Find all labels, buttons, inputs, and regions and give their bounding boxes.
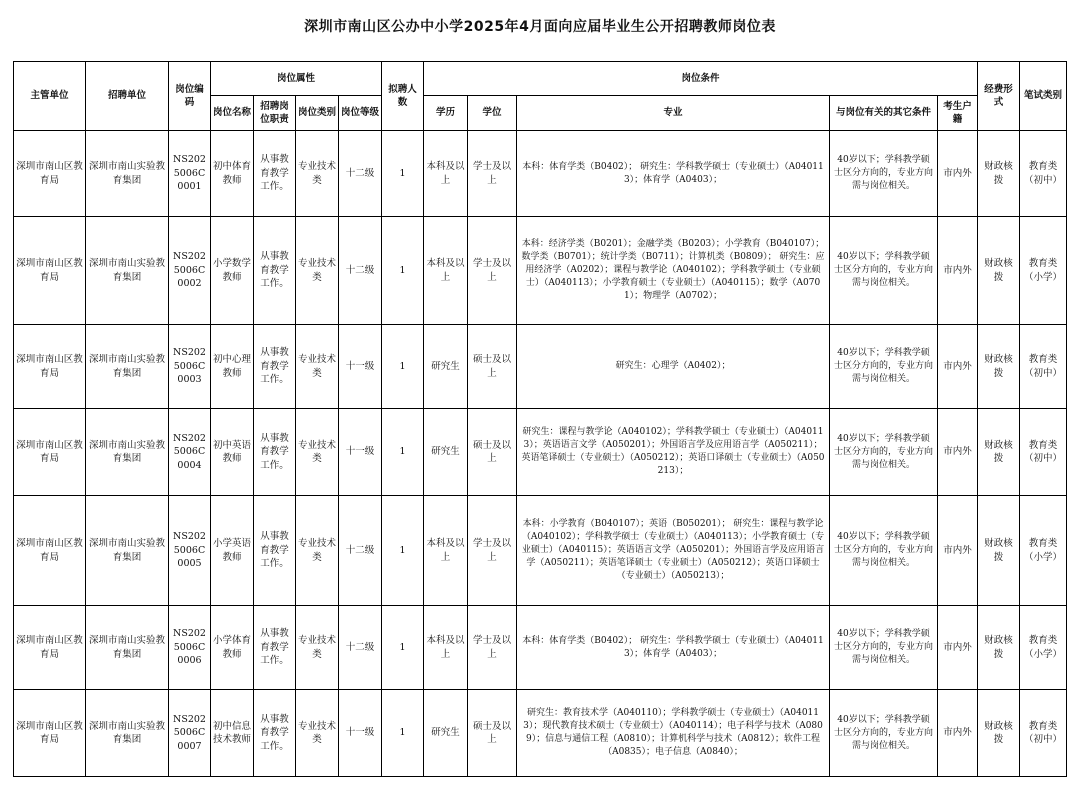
cell-pos-name: 初中英语教师 bbox=[211, 409, 254, 496]
cell-pos-name: 初中体育教师 bbox=[211, 131, 254, 217]
cell-authority: 深圳市南山区教育局 bbox=[14, 325, 86, 409]
cell-duty: 从事教育教学工作。 bbox=[254, 325, 296, 409]
cell-code: NS2025006C0001 bbox=[169, 131, 211, 217]
cell-residence: 市内外 bbox=[938, 690, 978, 777]
cell-degree: 学士及以上 bbox=[468, 496, 517, 606]
cell-education: 本科及以上 bbox=[424, 606, 468, 690]
cell-count: 1 bbox=[382, 325, 424, 409]
header-education: 学历 bbox=[424, 96, 468, 131]
cell-funding: 财政核拨 bbox=[978, 606, 1020, 690]
cell-exam: 教育类（初中） bbox=[1020, 690, 1067, 777]
cell-authority: 深圳市南山区教育局 bbox=[14, 690, 86, 777]
cell-degree: 学士及以上 bbox=[468, 606, 517, 690]
cell-major: 本科：体育学类（B0402）； 研究生：学科教学硕士（专业硕士）（A040113）；体育学（A0403）； bbox=[517, 606, 830, 690]
cell-funding: 财政核拨 bbox=[978, 131, 1020, 217]
table-row bbox=[14, 409, 1067, 496]
cell-employer: 深圳市南山实验教育集团 bbox=[86, 496, 169, 606]
cell-major: 研究生：课程与教学论（A040102）；学科教学硕士（专业硕士）（A040113）；英语语言文学（A050201）；外国语言学及应用语言学（A050211）；英语笔译硕士（专业硕士）（A050212）；英语口译硕士（专业硕士）（A050213）； bbox=[517, 409, 830, 496]
cell-level: 十二级 bbox=[339, 131, 382, 217]
cell-employer: 深圳市南山实验教育集团 bbox=[86, 217, 169, 325]
cell-category: 专业技术类 bbox=[296, 690, 339, 777]
cell-category: 专业技术类 bbox=[296, 131, 339, 217]
cell-other: 40岁以下；学科教学硕士区分方向的，专业方向需与岗位相关。 bbox=[830, 690, 938, 777]
header-pos-name: 岗位名称 bbox=[211, 96, 254, 131]
header-employer: 招聘单位 bbox=[86, 62, 169, 131]
cell-code: NS2025006C0004 bbox=[169, 409, 211, 496]
cell-education: 本科及以上 bbox=[424, 496, 468, 606]
cell-employer: 深圳市南山实验教育集团 bbox=[86, 409, 169, 496]
cell-count: 1 bbox=[382, 217, 424, 325]
cell-duty: 从事教育教学工作。 bbox=[254, 606, 296, 690]
header-cond-group: 岗位条件 bbox=[424, 62, 978, 96]
cell-employer: 深圳市南山实验教育集团 bbox=[86, 690, 169, 777]
cell-education: 研究生 bbox=[424, 325, 468, 409]
cell-other: 40岁以下；学科教学硕士区分方向的，专业方向需与岗位相关。 bbox=[830, 496, 938, 606]
table-row bbox=[14, 325, 1067, 409]
cell-count: 1 bbox=[382, 131, 424, 217]
header-other: 与岗位有关的其它条件 bbox=[830, 96, 938, 131]
cell-funding: 财政核拨 bbox=[978, 690, 1020, 777]
cell-other: 40岁以下；学科教学硕士区分方向的，专业方向需与岗位相关。 bbox=[830, 131, 938, 217]
cell-other: 40岁以下；学科教学硕士区分方向的，专业方向需与岗位相关。 bbox=[830, 409, 938, 496]
page-title: 深圳市南山区公办中小学2025年4月面向应届毕业生公开招聘教师岗位表 bbox=[304, 19, 776, 35]
cell-residence: 市内外 bbox=[938, 131, 978, 217]
header-code: 岗位编码 bbox=[169, 62, 211, 131]
cell-major: 本科：小学教育（B040107）；英语（B050201）； 研究生：课程与教学论（A040102）；学科教学硕士（专业硕士）（A040113）；小学教育硕士（专业硕士）（A040115）；英语语言文学（A050201）；外国语言学及应用语言学（A050211）；英语笔译硕士（专业硕士）（A050212）；英语口译硕士（专业硕士）（A050213）； bbox=[517, 496, 830, 606]
cell-count: 1 bbox=[382, 496, 424, 606]
cell-count: 1 bbox=[382, 409, 424, 496]
cell-count: 1 bbox=[382, 690, 424, 777]
table-row bbox=[14, 131, 1067, 217]
header-attr-group: 岗位属性 bbox=[211, 62, 382, 96]
header-duty: 招聘岗位职责 bbox=[254, 96, 296, 131]
cell-level: 十二级 bbox=[339, 606, 382, 690]
cell-education: 研究生 bbox=[424, 409, 468, 496]
cell-exam: 教育类（小学） bbox=[1020, 606, 1067, 690]
cell-degree: 学士及以上 bbox=[468, 131, 517, 217]
positions-table bbox=[13, 61, 1067, 777]
header-count: 拟聘人数 bbox=[382, 62, 424, 131]
cell-code: NS2025006C0007 bbox=[169, 690, 211, 777]
cell-exam: 教育类（初中） bbox=[1020, 131, 1067, 217]
cell-major: 本科：经济学类（B0201）；金融学类（B0203）；小学教育（B040107）；数学类（B0701）；统计学类（B0711）；计算机类（B0809）； 研究生：应用经济学（A0202）；课程与教学论（A040102）；学科教学硕士（专业硕士）（A040113）；小学教育硕士（专业硕士）（A040115）；数学（A0701）；物理学（A0702）； bbox=[517, 217, 830, 325]
cell-funding: 财政核拨 bbox=[978, 217, 1020, 325]
table-row bbox=[14, 217, 1067, 325]
cell-major: 研究生：教育技术学（A040110）；学科教学硕士（专业硕士）（A040113）；现代教育技术硕士（专业硕士）（A040114）；电子科学与技术（A0809）；信息与通信工程（A0810）；计算机科学与技术（A0812）；软件工程（A0835）；电子信息（A0840）； bbox=[517, 690, 830, 777]
table-row bbox=[14, 496, 1067, 606]
cell-duty: 从事教育教学工作。 bbox=[254, 496, 296, 606]
cell-code: NS2025006C0005 bbox=[169, 496, 211, 606]
cell-category: 专业技术类 bbox=[296, 217, 339, 325]
header-category: 岗位类别 bbox=[296, 96, 339, 131]
cell-exam: 教育类（初中） bbox=[1020, 325, 1067, 409]
cell-duty: 从事教育教学工作。 bbox=[254, 217, 296, 325]
cell-other: 40岁以下；学科教学硕士区分方向的，专业方向需与岗位相关。 bbox=[830, 606, 938, 690]
header-degree: 学位 bbox=[468, 96, 517, 131]
cell-duty: 从事教育教学工作。 bbox=[254, 131, 296, 217]
cell-residence: 市内外 bbox=[938, 496, 978, 606]
table-row bbox=[14, 606, 1067, 690]
cell-level: 十二级 bbox=[339, 496, 382, 606]
header-major: 专业 bbox=[517, 96, 830, 131]
header-level: 岗位等级 bbox=[339, 96, 382, 131]
cell-education: 本科及以上 bbox=[424, 217, 468, 325]
cell-duty: 从事教育教学工作。 bbox=[254, 690, 296, 777]
cell-degree: 硕士及以上 bbox=[468, 325, 517, 409]
cell-pos-name: 小学体育教师 bbox=[211, 606, 254, 690]
cell-degree: 学士及以上 bbox=[468, 217, 517, 325]
header-residence: 考生户籍 bbox=[938, 96, 978, 131]
cell-degree: 硕士及以上 bbox=[468, 409, 517, 496]
cell-category: 专业技术类 bbox=[296, 606, 339, 690]
header-authority: 主管单位 bbox=[14, 62, 86, 131]
cell-category: 专业技术类 bbox=[296, 409, 339, 496]
cell-code: NS2025006C0006 bbox=[169, 606, 211, 690]
cell-education: 本科及以上 bbox=[424, 131, 468, 217]
cell-funding: 财政核拨 bbox=[978, 325, 1020, 409]
cell-exam: 教育类（小学） bbox=[1020, 217, 1067, 325]
cell-other: 40岁以下；学科教学硕士区分方向的，专业方向需与岗位相关。 bbox=[830, 217, 938, 325]
header-row-1 bbox=[14, 62, 1067, 96]
cell-other: 40岁以下；学科教学硕士区分方向的，专业方向需与岗位相关。 bbox=[830, 325, 938, 409]
cell-authority: 深圳市南山区教育局 bbox=[14, 496, 86, 606]
cell-authority: 深圳市南山区教育局 bbox=[14, 606, 86, 690]
header-exam: 笔试类别 bbox=[1020, 62, 1067, 131]
cell-funding: 财政核拨 bbox=[978, 496, 1020, 606]
cell-residence: 市内外 bbox=[938, 606, 978, 690]
cell-pos-name: 小学数学教师 bbox=[211, 217, 254, 325]
cell-level: 十一级 bbox=[339, 325, 382, 409]
cell-exam: 教育类（小学） bbox=[1020, 496, 1067, 606]
cell-pos-name: 初中信息技术教师 bbox=[211, 690, 254, 777]
cell-level: 十一级 bbox=[339, 690, 382, 777]
table-row bbox=[14, 690, 1067, 777]
cell-residence: 市内外 bbox=[938, 325, 978, 409]
cell-funding: 财政核拨 bbox=[978, 409, 1020, 496]
cell-residence: 市内外 bbox=[938, 217, 978, 325]
cell-degree: 硕士及以上 bbox=[468, 690, 517, 777]
cell-employer: 深圳市南山实验教育集团 bbox=[86, 131, 169, 217]
cell-exam: 教育类（初中） bbox=[1020, 409, 1067, 496]
cell-major: 本科：体育学类（B0402）； 研究生：学科教学硕士（专业硕士）（A040113）；体育学（A0403）； bbox=[517, 131, 830, 217]
header-funding: 经费形式 bbox=[978, 62, 1020, 131]
cell-level: 十一级 bbox=[339, 409, 382, 496]
cell-code: NS2025006C0002 bbox=[169, 217, 211, 325]
cell-pos-name: 初中心理教师 bbox=[211, 325, 254, 409]
cell-count: 1 bbox=[382, 606, 424, 690]
cell-major: 研究生：心理学（A0402）； bbox=[517, 325, 830, 409]
cell-code: NS2025006C0003 bbox=[169, 325, 211, 409]
cell-category: 专业技术类 bbox=[296, 496, 339, 606]
cell-category: 专业技术类 bbox=[296, 325, 339, 409]
cell-level: 十二级 bbox=[339, 217, 382, 325]
cell-authority: 深圳市南山区教育局 bbox=[14, 131, 86, 217]
cell-employer: 深圳市南山实验教育集团 bbox=[86, 606, 169, 690]
cell-authority: 深圳市南山区教育局 bbox=[14, 217, 86, 325]
cell-residence: 市内外 bbox=[938, 409, 978, 496]
cell-authority: 深圳市南山区教育局 bbox=[14, 409, 86, 496]
cell-pos-name: 小学英语教师 bbox=[211, 496, 254, 606]
cell-education: 研究生 bbox=[424, 690, 468, 777]
cell-duty: 从事教育教学工作。 bbox=[254, 409, 296, 496]
cell-employer: 深圳市南山实验教育集团 bbox=[86, 325, 169, 409]
